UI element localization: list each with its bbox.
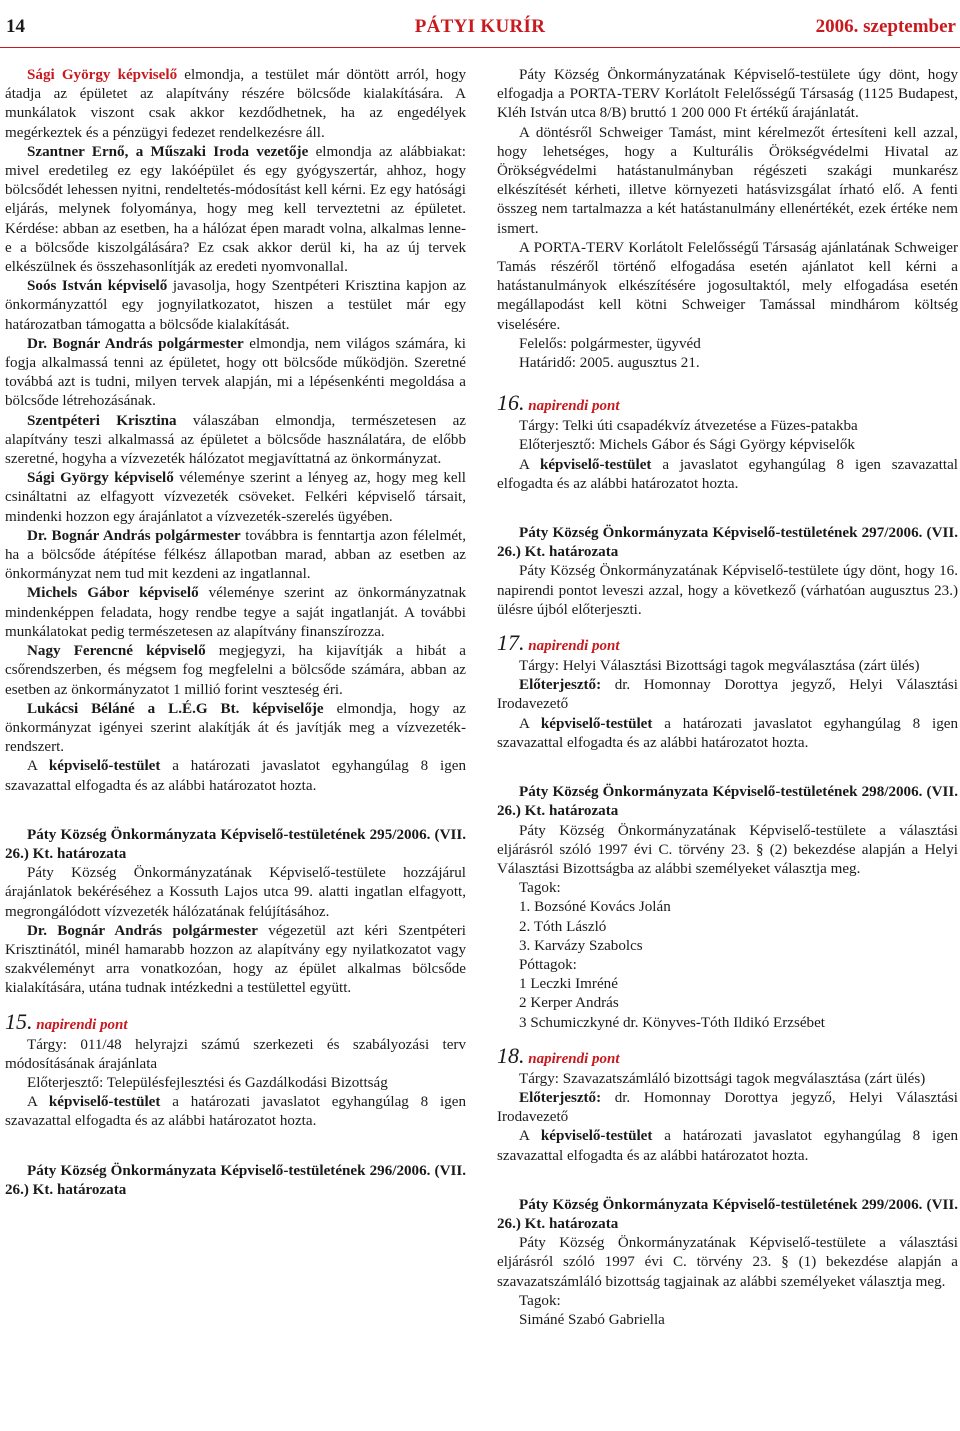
members-label: Tagok: [519,880,561,897]
paragraph: Nagy Ferencné képviselő megjegyzi, ha kijavítják a hibát a csőrendszerben, és mégsem fog megfelelni a bölcsőde számára, abban az esetben az önkormányzatot 1 millió forint veszteség éri. [5,643,466,698]
speaker-name: Dr. Bognár András polgármester [27,527,241,544]
members-label: Tagok: [519,1292,561,1309]
resolution-title: Páty Község Önkormányzata Képviselő-testületének 298/2006. (VII. 26.) Kt. határozata [497,784,958,820]
speaker-name: Sági György képviselő [27,470,174,487]
speaker-name: Dr. Bognár András polgármester [27,922,258,939]
resolution-title: Páty Község Önkormányzata Képviselő-testületének 299/2006. (VII. 26.) Kt. határozata [497,1196,958,1232]
spacer [5,1132,466,1162]
paragraph: Szentpéteri Krisztina válaszában elmondja, természetesen az alapítvány teszi alkalmassá az épületet a bölcsőde használatára, de előbb szeretné, hogyha a vízvezeték hálózatot megjavíttatná az önkormányzat. [5,412,466,468]
speaker-name: Dr. Bognár András polgármester [27,335,244,352]
paragraph: Dr. Bognár András polgármester elmondja, nem világos számára, ki fogja alkalmassá tenni az épületet, hogy ott bölcsőde működjön. Szeretné továbbá azt is tudni, milyen tervek alapján, mi a lépésenkénti megoldása a bölcsőde létrehozásának. [5,335,466,410]
substitutes-label: Póttagok: [519,956,577,973]
agenda-presenter: Előterjesztő: Michels Gábor és Sági György képviselők [519,437,855,454]
page-number: 14 [6,16,25,37]
agenda-item-heading: 17. napirendi pont [497,630,620,656]
spacer [5,999,466,1011]
agenda-item-heading: 18. napirendi pont [497,1042,620,1068]
paragraph: Dr. Bognár András polgármester végezetül azt kéri Szentpéteri Krisztinától, minél hamarabb hozzon az alapítvány egy nyilatkozatot vagy szakvéleményt arra vonatkozóan, hogy az épület alkalmas bölcsőde kialakítására, utána tudnak intézkedni a testülettel együtt. [5,922,467,997]
spacer [497,1166,958,1196]
spacer [5,796,466,826]
agenda-presenter: Előterjesztő: dr. Homonnay Dorottya jegyző, Helyi Választási Irodavezető [497,677,958,713]
paragraph: Sági György képviselő véleménye szerint a lényeg az, hogy meg kell csináltatni az elfagyott vízvezeték csöveket. Felkéri képviselő társait, mindenki hozzon egy árajánlatot a vízvezeték-szerelés ügyében. [5,470,466,525]
vote-paragraph: A képviselő-testület a határozati javaslatot egyhangúlag 8 igen szavazattal elfogadta és az alábbi határozatot hozta. [497,1128,958,1164]
newspaper-title: PÁTYI KURÍR [414,16,546,37]
members-list [497,898,958,956]
agenda-item-heading: 16. napirendi pont [497,390,620,416]
page-header [0,0,960,50]
resolution-text: Páty Község Önkormányzatának Képviselő-testülete hozzájárul árajánlatok bekéréséhez a Kossuth Lajos utca 99. alatti ingatlan elfagyott, megrongálódott vízvezeték hálózatának felújításához. [5,865,466,920]
speaker-name: Nagy Ferencné képviselő [27,643,206,660]
spacer [497,494,958,524]
spacer [497,620,958,632]
list-item: 1 Leczki Imréné [519,976,618,993]
agenda-subject: Tárgy: 011/48 helyrajzi számú szerkezeti és szabályozási terv módosításának árajánlata [5,1036,466,1072]
paragraph: Dr. Bognár András polgármester továbbra is fenntartja azon félelmét, ha a bölcsőde átépítése félkész állapotban marad, abban az esetben az önkormányzat nem tud mit kezdeni az ingatlannal. [5,527,466,583]
list-item: 2 Kerper András [519,995,619,1012]
resolution-title: Páty Község Önkormányzata Képviselő-testületének 297/2006. (VII. 26.) Kt. határozata [497,525,958,561]
resolution-text: Páty Község Önkormányzatának Képviselő-testülete a választási eljárásról szóló 1997 évi C. törvény 23. § (2) bekezdése alapján a Helyi Választási Bizottságba az alábbi személyeket választja meg. [497,822,958,877]
responsible: Felelős: polgármester, ügyvéd [519,335,701,352]
paragraph: Szantner Ernő, a Műszaki Iroda vezetője elmondja az alábbiakat: mivel eredetileg ez egy lakóépület és egy gyógyszertár, ahhoz, hogy bölcsődét lehessen nyitni, rendeltetés-módosítást kell kérni. Ez egy hatósági eljárás, melynek folyománya, hogy meg kell terveztetni az épületet. Kérdése: abban az esetben, ha a hálózat épen maradt volna, alkalmas lenne-e a bölcsőde kiszolgálására? Ez csak akkor derül ki, ha az új tervek elkészülnek és összehasonlítják az eredeti nyomvonallal. [5,143,466,276]
paragraph: A PORTA-TERV Korlátolt Felelősségű Társaság ajánlatának Schweiger Tamás részéről történő elfogadása esetén ajánlatot kell kérni a hatástanulmányok elkészítésére jogosultaktól, mely elfogadása esetén megállapodást kell kötni Schweiger Tamással mindhárom költség viselésére. [497,239,958,333]
list-item: 1. Bozsóné Kovács Jolán [519,899,671,916]
spacer [497,373,958,392]
speaker-name: Sági György képviselő [27,67,178,83]
vote-paragraph: A képviselő-testület a határozati javaslatot egyhangúlag 8 igen szavazattal elfogadta és az alábbi határozatot hozta. [5,1094,466,1130]
paragraph: Soós István képviselő javasolja, hogy Szentpéteri Krisztina kapjon az önkormányzattól egy jognyilatkozatot, hiszen a testület már egy határozatban támogatta a bölcsőde kialakítását. [5,278,466,333]
agenda-subject: Tárgy: Helyi Választási Bizottsági tagok megválasztása (zárt ülés) [519,658,920,675]
resolution-title: Páty Község Önkormányzata Képviselő-testületének 295/2006. (VII. 26.) Kt. határozata [5,826,466,862]
resolution-text: Páty Község Önkormányzatának Képviselő-testülete a választási eljárásról szóló 1997 évi C. törvény 23. § (1) bekezdése alapján a szavazatszámláló bizottság tagjainak az alábbi személyeket választja meg. [497,1235,958,1290]
spacer [497,753,958,783]
vote-paragraph: A képviselő-testület a határozati javaslatot egyhangúlag 8 igen szavazattal elfogadta és az alábbi határozatot hozta. [5,758,466,794]
spacer [497,1033,958,1045]
resolution-text: Páty Község Önkormányzatának Képviselő-testülete úgy dönt, hogy 16. napirendi pontot leveszi azzal, hogy a következő (várhatóan augusztus 23.) ülésre újból előterjeszti. [497,563,958,618]
paragraph: Sági György képviselő elmondja, a testület már döntött arról, hogy átadja az épületet az alapítvány részére bölcsőde kialakítására. A munkálatok viszont csak akkor kezdődhetnek, ha az engedélyek megérkeztek és a pénzügyi fedezet rendelkezésre áll. [5,67,466,141]
list-item: 3. Karvázy Szabolcs [519,937,643,954]
agenda-subject: Tárgy: Telki úti csapadékvíz átvezetése a Füzes-patakba [519,418,858,435]
agenda-subject: Tárgy: Szavazatszámláló bizottsági tagok megválasztása (zárt ülés) [519,1070,926,1087]
speaker-name: Szentpéteri Krisztina [27,412,177,429]
speaker-name: Lukácsi Béláné a L.É.G Bt. képviselője [27,700,324,717]
left-column [5,66,466,1200]
right-column [497,66,958,1330]
agenda-item-heading: 15. napirendi pont [5,1008,128,1034]
speaker-name: Szantner Ernő, a Műszaki Iroda vezetője [27,143,309,160]
resolution-title: Páty Község Önkormányzata Képviselő-testületének 296/2006. (VII. 26.) Kt. határozata [5,1162,466,1198]
paragraph: A döntésről Schweiger Tamást, mint kérelmezőt értesíteni kell azzal, hogy lehetséges, hogy a Kulturális Örökségvédelmi Hivatal az Örökségvédelmi hatástanulmányban régészeti szakági munkarész elkészítését kérheti, illetve környezeti hatásvizsgálat írható elő. A fenti összeg nem tartalmazza a két hatástanulmány ellenértékét, ezek értéke nem ismert. [497,124,958,237]
list-item: Simáné Szabó Gabriella [519,1311,665,1328]
agenda-presenter: Előterjesztő: dr. Homonnay Dorottya jegyző, Helyi Választási Irodavezető [497,1089,958,1126]
agenda-presenter: Előterjesztő: Településfejlesztési és Gazdálkodási Bizottság [27,1074,388,1091]
vote-paragraph: A képviselő-testület a javaslatot egyhangúlag 8 igen szavazattal elfogadta és az alábbi határozatot hozta. [497,456,959,492]
list-item: 3 Schumiczkyné dr. Könyves-Tóth Ildikó Erzsébet [519,1014,825,1031]
issue-date: 2006. szeptember [815,16,956,37]
deadline: Határidő: 2005. augusztus 21. [519,355,700,372]
header-divider [0,47,960,48]
vote-paragraph: A képviselő-testület a határozati javaslatot egyhangúlag 8 igen szavazattal elfogadta és az alábbi határozatot hozta. [497,715,958,751]
speaker-name: Soós István képviselő [27,278,168,295]
paragraph: Michels Gábor képviselő véleménye szerint az önkormányzatnak mindenképpen feladata, hogy rendbe tegye a saját ingatlanját. A további munkálatokat pedig természetesen az alapítvány finanszírozza. [5,585,467,640]
substitutes-list [497,975,958,1033]
list-item: 2. Tóth László [519,918,607,935]
resolution-text: Páty Község Önkormányzatának Képviselő-testülete úgy dönt, hogy elfogadja a PORTA-TERV Korlátolt Felelősségű Társaság (1125 Budapest, Kléh István utca 8/B) bruttó 1 200 000 Ft értékű árajánlatát. [497,67,958,122]
paragraph: Lukácsi Béláné a L.É.G Bt. képviselője elmondja, hogy az önkormányzat igényei szerint alakítják át és javítják meg a vízvezeték-rendszert. [5,700,466,756]
speaker-name: Michels Gábor képviselő [27,585,199,602]
